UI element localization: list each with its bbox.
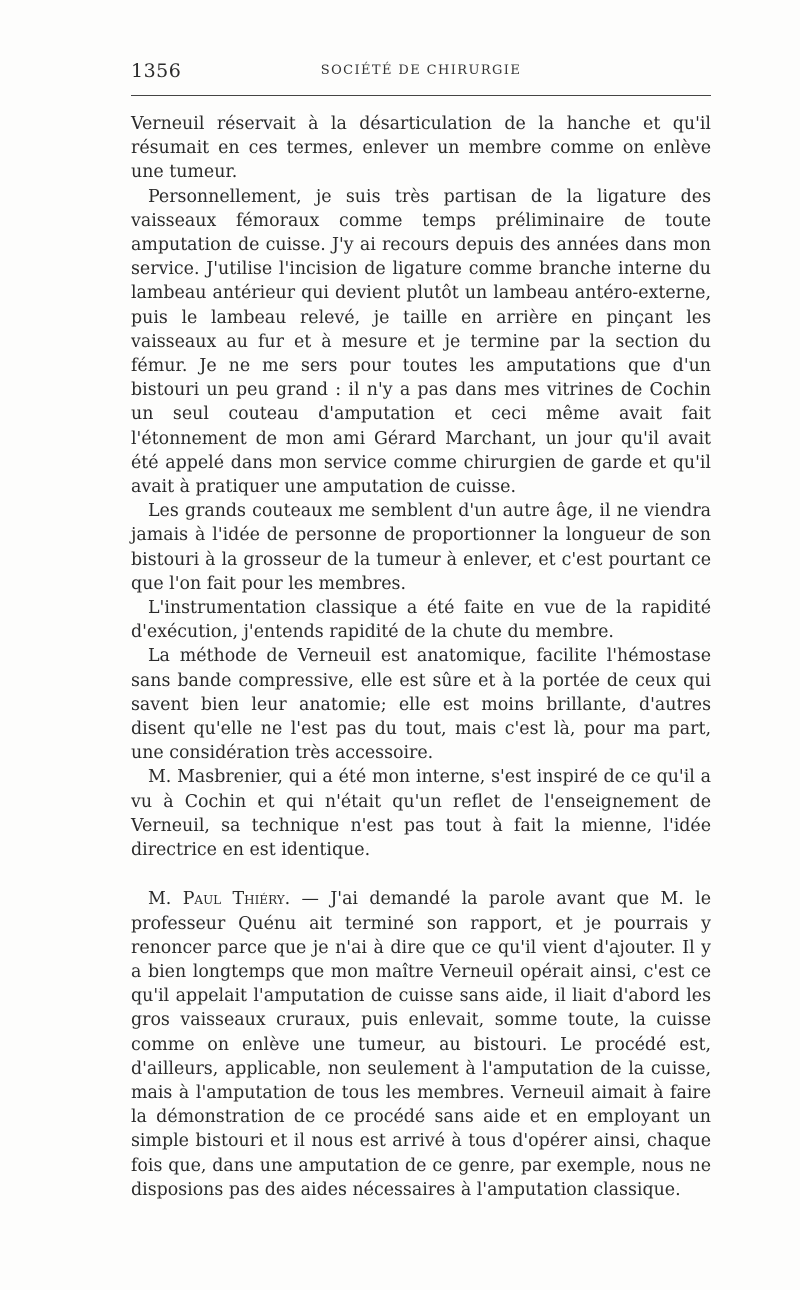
paragraph-continuation: Verneuil réservait à la désarticulation de la hanche et qu'il résumait en ces termes, enlever un membre comme on enlève une tumeur. bbox=[131, 114, 711, 183]
page-header bbox=[131, 60, 711, 84]
header-rule bbox=[131, 95, 711, 96]
speaker-name: Paul Thiéry bbox=[182, 889, 285, 910]
paragraph-methode: La méthode de Verneuil est anatomique, facilite l'hémostase sans bande compressive, elle est sûre et à la portée de ceux qui savent bien leur anatomie; elle est moins brillante, d'autres disent qu'elle ne l'est pas du tout, mais c'est là, pour ma part, une considération très accessoire. bbox=[131, 646, 711, 764]
page-number: 1356 bbox=[131, 60, 182, 82]
paragraph-masbrenier: M. Masbrenier, qui a été mon interne, s'est inspiré de ce qu'il a vu à Cochin et qui n'était qu'un reflet de l'enseignement de Verneuil, sa technique n'est pas tout à fait la mienne, l'idée directrice en est identique. bbox=[131, 767, 711, 861]
speaker-prefix: M. bbox=[148, 889, 183, 910]
running-title: SOCIÉTÉ DE CHIRURGIE bbox=[320, 63, 522, 78]
paragraph-instrumentation: L'instrumentation classique a été faite en vue de la rapidité d'exécution, j'entends rapidité de la chute du membre. bbox=[131, 598, 711, 643]
paragraph-ligature: Personnellement, je suis très partisan de la ligature des vaisseaux fémoraux comme temps préliminaire de toute amputation de cuisse. J'y ai recours depuis des années dans mon service. J'utilise l'incision de ligature comme branche interne du lambeau antérieur qui devient plutôt un lambeau antéro-externe, puis le lambeau relevé, je taille en arrière en pinçant les vaisseaux au fur et à mesure et je termine par la section du fémur. Je ne me sers pour toutes les amputations que d'un bistouri un peu grand : il n'y a pas dans mes vitrines de Cochin un seul couteau d'amputation et ceci même avait fait l'étonnement de mon ami Gérard Marchant, un jour qu'il avait été appelé dans mon service comme chirurgien de garde et qu'il avait à pratiquer une amputation de cuisse. bbox=[131, 186, 711, 498]
speech-paragraph bbox=[131, 887, 711, 1202]
body-text bbox=[131, 112, 711, 1202]
paragraph-couteaux: Les grands couteaux me semblent d'un autre âge, il ne viendra jamais à l'idée de personne de proportionner la longueur de son bistouri à la grosseur de la tumeur à enlever, et c'est pourtant ce que l'on fait pour les membres. bbox=[131, 501, 711, 594]
speaker-dash: . — bbox=[284, 889, 331, 910]
speech-text: J'ai demandé la parole avant que M. le professeur Quénu ait terminé son rapport, et je pourrais y renoncer parce que je n'ai à dire que ce qu'il vient d'ajouter. Il y a bien longtemps que mon maître Verneuil opérait ainsi, c'est ce qu'il appelait l'amputation de cuisse sans aide, il liait d'abord les gros vaisseaux cruraux, puis enlevait, somme toute, la cuisse comme on enlève une tumeur, au bistouri. Le procédé est, d'ailleurs, applicable, non seulement à l'amputation de la cuisse, mais à l'amputation de tous les membres. Verneuil aimait à faire la démonstration de ce procédé sans aide et en employant un simple bistouri et il nous est arrivé à tous d'opérer ainsi, chaque fois que, dans une amputation de ce genre, par exemple, nous ne disposions pas des aides nécessaires à l'amputation classique. bbox=[131, 889, 712, 1200]
